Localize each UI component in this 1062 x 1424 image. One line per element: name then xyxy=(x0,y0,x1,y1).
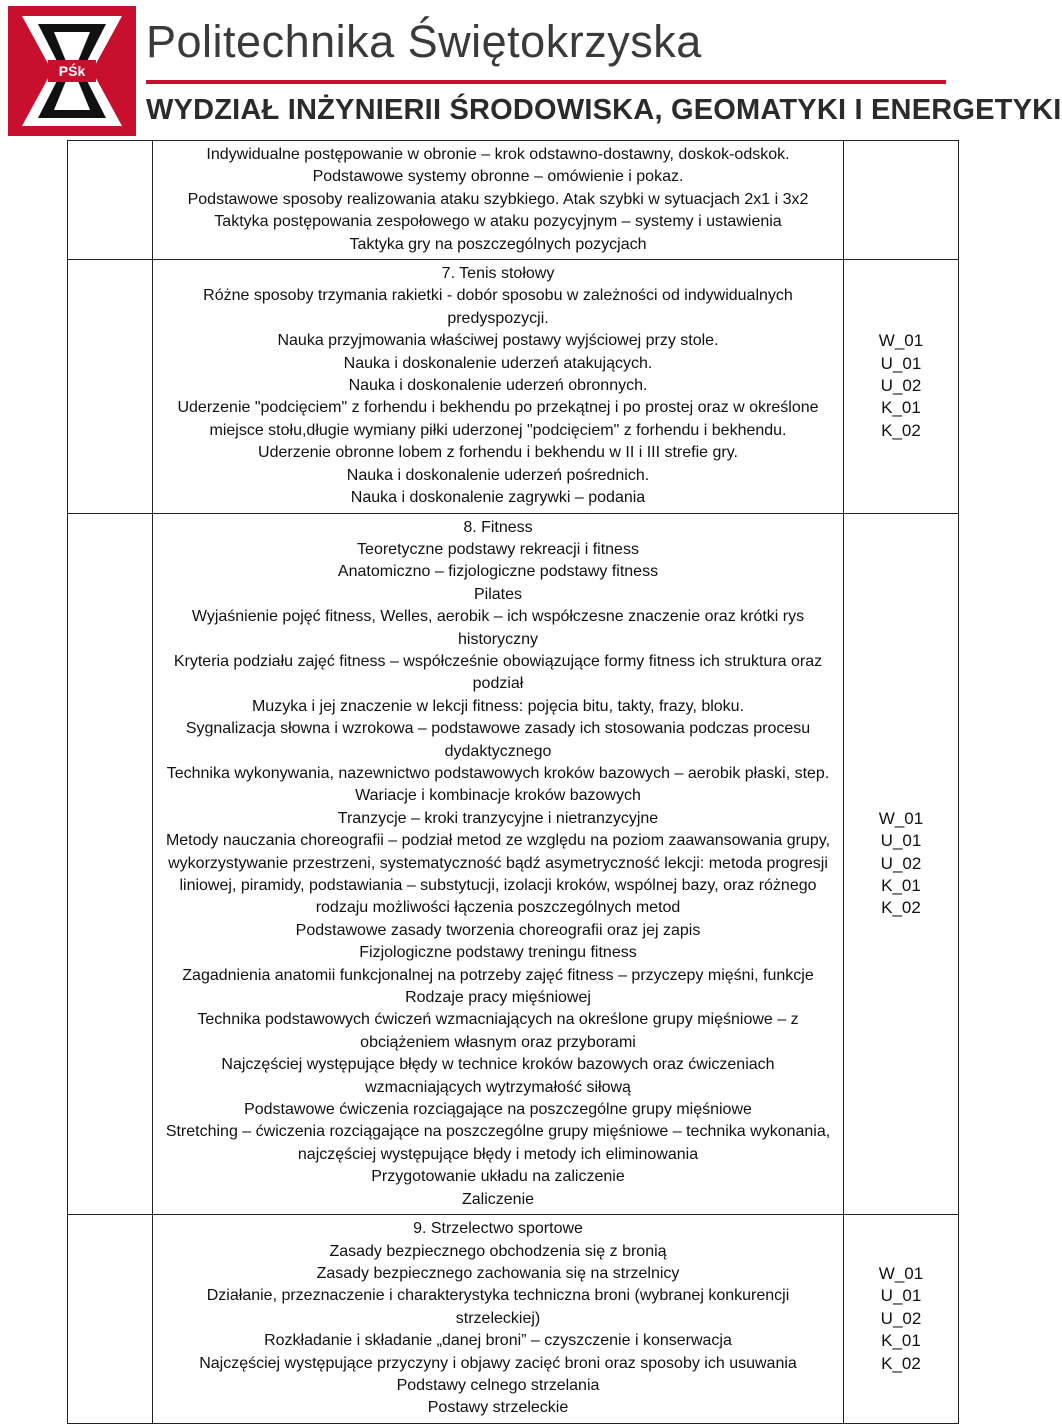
university-name: Politechnika Świętokrzyska xyxy=(146,16,702,67)
learning-effect-code: K_01 xyxy=(881,876,921,895)
content-cell xyxy=(153,1215,844,1424)
learning-effect-code: U_02 xyxy=(880,1308,922,1328)
learning-effect-code: U_01 xyxy=(880,1286,922,1306)
content-line: Technika wykonywania, nazewnictwo podstawowych kroków bazowych – aerobik płaski, step. xyxy=(166,764,830,782)
content-line: Podstawowe systemy obronne – omówienie i pokaz. xyxy=(312,168,684,186)
content-line: 7. Tenis stołowy xyxy=(441,265,555,283)
row-number-cell xyxy=(68,260,153,513)
content-line: liniowej, piramidy, podstawiania – substytucji, izolacji kroków, wspólnej bazy, oraz różnego xyxy=(179,877,817,894)
learning-effects-cell xyxy=(844,141,959,260)
content-line: Zaliczenie xyxy=(461,1190,535,1208)
content-line: Podstawowe ćwiczenia rozciągające na poszczególne grupy mięśniowe xyxy=(244,1101,752,1119)
learning-effect-code: K_01 xyxy=(881,1331,921,1351)
content-line: obciążeniem własnym oraz przyborami xyxy=(360,1033,636,1051)
learning-effect-code: K_01 xyxy=(881,398,921,418)
content-line: Taktyka postępowania zespołowego w ataku pozycyjnym – systemy i ustawienia xyxy=(214,213,782,231)
learning-effect-code: W_01 xyxy=(878,331,924,351)
content-line: 9. Strzelectwo sportowe xyxy=(413,1220,583,1238)
content-line: Postawy strzeleckie xyxy=(427,1399,569,1417)
content-line: Technika podstawowych ćwiczeń wzmacniających na określone grupy mięśniowe – z xyxy=(197,1011,799,1029)
learning-effect-code: U_01 xyxy=(880,353,922,373)
content-line: podział xyxy=(472,675,524,693)
content-line: Najczęściej występujące błędy w technice kroków bazowych oraz ćwiczeniach xyxy=(221,1056,775,1074)
content-line: Kryteria podziału zajęć fitness – współcześnie obowiązujące formy fitness ich struktura oraz xyxy=(173,652,823,670)
content-line: Nauka i doskonalenie uderzeń obronnych. xyxy=(348,377,648,395)
content-line: miejsce stołu,długie wymiany piłki uderzonej "podcięciem" z forhendu i bekhendu. xyxy=(209,421,787,439)
row-number-cell xyxy=(68,1215,153,1424)
table-row xyxy=(68,260,959,513)
content-line: Uderzenie "podcięciem" z forhendu i bekhendu po przekątnej i po prostej oraz w określone xyxy=(177,399,819,417)
content-line: Nauka i doskonalenie uderzeń pośrednich. xyxy=(346,466,650,484)
content-line: Podstawowe zasady tworzenia choreografii oraz jej zapis xyxy=(295,921,701,939)
content-line: Tranzycje – kroki tranzycyjne i nietranzycyjne xyxy=(337,809,659,827)
table-row xyxy=(68,1215,959,1424)
learning-effect-code: U_02 xyxy=(880,853,922,873)
row-number-cell xyxy=(68,141,153,260)
content-line: Różne sposoby trzymania rakietki - dobór sposobu w zależności od indywidualnych xyxy=(203,287,793,305)
row-number-cell xyxy=(68,513,153,1215)
content-line: Wyjaśnienie pojęć fitness, Welles, aerobik – ich współczesne znaczenie oraz krótki rys xyxy=(191,608,805,626)
university-logo xyxy=(8,6,136,136)
content-line: Nauka i doskonalenie uderzeń atakujących. xyxy=(343,354,653,372)
content-line: historyczny xyxy=(457,630,539,648)
syllabus-table xyxy=(67,140,959,1424)
content-line: Muzyka i jej znaczenie w lekcji fitness: pojęcia bitu, takty, frazy, bloku. xyxy=(251,697,745,715)
learning-effect-code: W_01 xyxy=(878,808,924,828)
content-line: rodzaju możliwości łączenia poszczególnych metod xyxy=(315,899,681,917)
content-line: Stretching – ćwiczenia rozciągające na poszczególne grupy mięśniowe – technika wykonania, xyxy=(165,1123,831,1141)
content-line: Zasady bezpiecznego obchodzenia się z bronią xyxy=(329,1242,667,1260)
content-line: Sygnalizacja słowna i wzrokowa – podstawowe zasady ich stosowania podczas procesu xyxy=(185,720,811,738)
content-line: Działanie, przeznaczenie i charakterystyka techniczna broni (wybranej konkurencji xyxy=(206,1287,790,1305)
content-line: strzeleckiej) xyxy=(455,1309,541,1327)
content-line: Pilates xyxy=(473,585,523,603)
content-line: predyspozycji. xyxy=(447,309,549,327)
content-line: 8. Fitness xyxy=(463,518,533,536)
content-line: dydaktycznego xyxy=(444,742,552,760)
table-row xyxy=(68,141,959,260)
content-line: Najczęściej występujące przyczyny i objawy zacięć broni oraz sposoby ich usuwania xyxy=(199,1354,797,1372)
content-line: Nauka przyjmowania właściwej postawy wyjściowej przy stole. xyxy=(277,332,719,350)
learning-effects-cell xyxy=(844,1215,959,1424)
content-cell xyxy=(153,141,844,260)
logo-text: PŚk xyxy=(58,63,86,79)
content-line: Rozkładanie i składanie „danej broni” – czyszczenie i konserwacja xyxy=(264,1332,732,1350)
learning-effect-code: U_01 xyxy=(880,831,922,851)
learning-effect-code: K_02 xyxy=(881,1353,921,1373)
learning-effects-cell xyxy=(844,513,959,1215)
content-line: Indywidualne postępowanie w obronie – krok odstawno-dostawny, doskok-odskok. xyxy=(206,146,790,163)
content-line: Podstawy celnego strzelania xyxy=(396,1376,600,1394)
content-line: Uderzenie obronne lobem z forhendu i bekhendu w II i III strefie gry. xyxy=(258,444,738,462)
content-line: Zagadnienia anatomii funkcjonalnej na potrzeby zajęć fitness – przyczepy mięśni, funkcje xyxy=(182,966,814,984)
content-line: Przygotowanie układu na zaliczenie xyxy=(371,1168,625,1186)
content-cell xyxy=(153,513,844,1215)
content-line: wzmacniających wytrzymałość siłową xyxy=(365,1078,631,1096)
content-line: Nauka i doskonalenie zagrywki – podania xyxy=(350,489,646,507)
content-line: Teoretyczne podstawy rekreacji i fitness xyxy=(357,540,639,558)
learning-effect-code: K_02 xyxy=(881,420,921,440)
content-line: Fizjologiczne podstawy treningu fitness xyxy=(359,944,637,962)
content-line: Taktyka gry na poszczególnych pozycjach xyxy=(349,235,647,253)
content-line: wykorzystywanie przestrzeni, systematyczność bądź asymetryczność lekcji: metoda progresji xyxy=(168,854,828,872)
learning-effect-code: U_02 xyxy=(880,376,922,396)
content-line: Metody nauczania choreografii – podział metod ze względu na poziom zaawansowania grupy, xyxy=(165,832,831,850)
content-line: Zasady bezpiecznego zachowania się na strzelnicy xyxy=(316,1264,680,1282)
learning-effect-code: K_02 xyxy=(881,898,921,918)
content-line: Anatomiczno – fizjologiczne podstawy fitness xyxy=(337,563,659,581)
learning-effect-code: W_01 xyxy=(878,1263,924,1283)
content-line: Rodzaje pracy mięśniowej xyxy=(405,989,591,1007)
page-header xyxy=(0,0,1062,140)
learning-effects-cell xyxy=(844,260,959,513)
content-line: najczęściej występujące błędy i metody ich eliminowania xyxy=(297,1145,699,1163)
content-cell xyxy=(153,260,844,513)
header-divider xyxy=(146,80,946,84)
faculty-name: WYDZIAŁ INŻYNIERII ŚRODOWISKA, GEOMATYKI I ENERGETYKI xyxy=(146,94,1062,126)
content-line: Wariacje i kombinacje kroków bazowych xyxy=(355,787,641,805)
table-row xyxy=(68,513,959,1215)
content-line: Podstawowe sposoby realizowania ataku szybkiego. Atak szybki w sytuacjach 2x1 i 3x2 xyxy=(187,190,809,208)
